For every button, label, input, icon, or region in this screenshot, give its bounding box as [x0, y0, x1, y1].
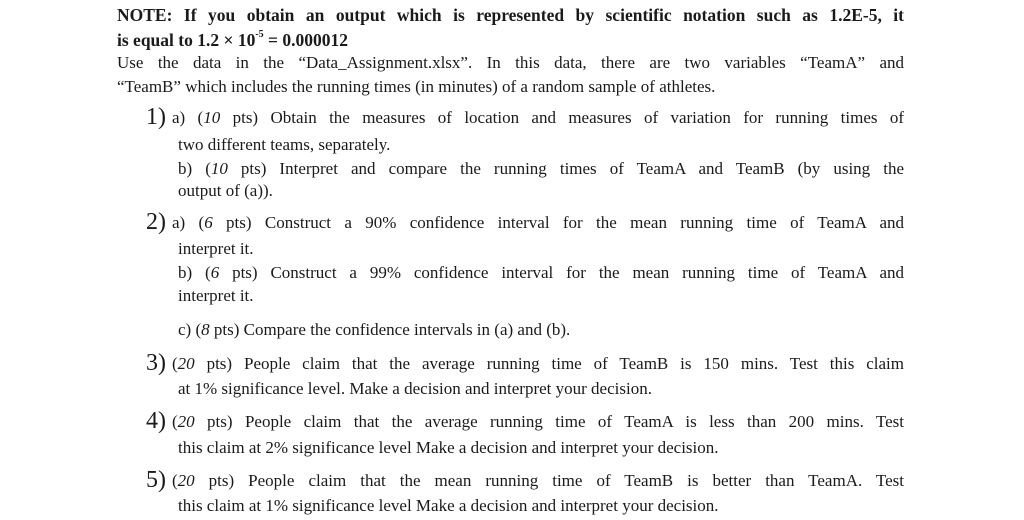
question-5-cont: this claim at 1% significance level Make a decision and interpret your decision. [178, 496, 719, 515]
exponent: -5 [255, 29, 264, 40]
intro-line-1: Use the data in the “Data_Assignment.xlsx”. In this data, there are two variables “TeamA” and [117, 53, 904, 72]
question-number: 4) [146, 408, 166, 434]
question-2-c: c) (8 pts) Compare the confidence intervals in (a) and (b). [178, 320, 571, 339]
note-line-1: NOTE: If you obtain an output which is represented by scientific notation such as 1.2E-5, it [117, 5, 904, 25]
question-1-a: 1) a) (10 pts) Obtain the measures of location and measures of variation for running times of [146, 104, 904, 130]
question-4: 4) (20 pts) People claim that the average running time of TeamA is less than 200 mins. Test [146, 408, 904, 434]
question-number: 5) [146, 467, 166, 493]
question-2-a-cont: interpret it. [178, 239, 254, 258]
question-3: 3) (20 pts) People claim that the average running time of TeamB is 150 mins. Test this claim [146, 350, 904, 376]
question-3-cont: at 1% significance level. Make a decision and interpret your decision. [178, 379, 652, 398]
question-number: 1) [146, 104, 166, 130]
question-1-b-cont: output of (a)). [178, 181, 273, 200]
intro-line-2: “TeamB” which includes the running times (in minutes) of a random sample of athletes. [117, 77, 716, 96]
question-1-b: b) (10 pts) Interpret and compare the running times of TeamA and TeamB (by using the [178, 159, 904, 178]
question-number: 3) [146, 350, 166, 376]
question-4-cont: this claim at 2% significance level Make a decision and interpret your decision. [178, 438, 719, 457]
question-number: 2) [146, 209, 166, 235]
note-line-2: is equal to $1.2 \times 10^{-5} = 0.000012$ [117, 29, 349, 50]
question-2-a: 2) a) (6 pts) Construct a 90% confidence interval for the mean running time of TeamA and [146, 209, 904, 235]
question-2-b: b) (6 pts) Construct a 99% confidence interval for the mean running time of TeamA and [178, 263, 904, 282]
question-1-a-cont: two different teams, separately. [178, 135, 391, 154]
question-2-b-cont: interpret it. [178, 286, 254, 305]
question-5: 5) (20 pts) People claim that the mean running time of TeamB is better than TeamA. Test [146, 467, 904, 493]
